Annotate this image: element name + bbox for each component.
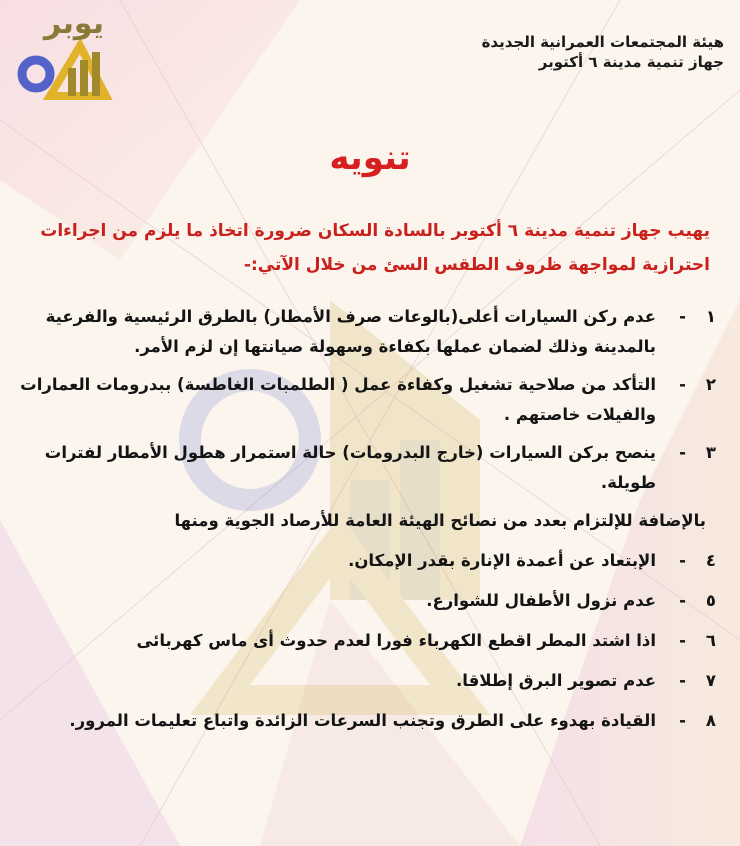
item-text: عدم نزول الأطفال للشوارع. [426, 591, 656, 610]
list-item: ٢ - التأكد من صلاحية تشغيل وكفاءة عمل ( الطلمبات الغاطسة) ببدرومات العمارات والفيلات خاصتهم . [16, 370, 716, 430]
item-text: ينصح بركن السيارات (خارج البدرومات) حالة استمرار هطول الأمطار لفترات طويلة. [44, 443, 656, 492]
list-item: ٧ - عدم تصوير البرق إطلاقا. [16, 666, 716, 696]
item-number: ٦ [705, 631, 716, 650]
item-number: ٣ [705, 443, 716, 462]
org-line-1: هيئة المجتمعات العمرانية الجديدة [481, 33, 724, 51]
list-item: ٤ - الإبتعاد عن أعمدة الإنارة بقدر الإمكان. [16, 546, 716, 576]
page-title: تنويه [329, 138, 411, 178]
item-number: ٨ [705, 711, 716, 730]
instructions-list [16, 302, 716, 744]
item-text: اذا اشتد المطر اقطع الكهرباء فورا لعدم حدوث أى ماس كهربائى [136, 631, 656, 650]
weather-advice-note: بالإضافة للإلتزام بعدد من نصائح الهيئة العامة للأرصاد الجوية ومنها [174, 511, 706, 530]
item-text: القيادة بهدوء على الطرق وتجنب السرعات الزائدة واتباع تعليمات المرور. [69, 711, 656, 730]
list-item: ١ - عدم ركن السيارات أعلى(بالوعات صرف الأمطار) بالطرق الرئيسية والفرعية بالمدينة وذلك لضمان عملها بكفاءة وسهولة صيانتها إن لزم الأمر. [16, 302, 716, 362]
org-line-2: جهاز تنمية مدينة ٦ أكتوبر [538, 53, 724, 71]
item-text: عدم تصوير البرق إطلاقا. [456, 671, 656, 690]
list-item: ٣ - ينصح بركن السيارات (خارج البدرومات) حالة استمرار هطول الأمطار لفترات طويلة. [16, 438, 716, 498]
item-number: ٢ [705, 375, 716, 394]
logo-text: يوبر [44, 6, 104, 41]
organization-header [482, 32, 724, 72]
list-item: ٨ - القيادة بهدوء على الطرق وتجنب السرعات الزائدة واتباع تعليمات المرور. [16, 706, 716, 736]
item-number: ١ [705, 307, 716, 326]
item-text: عدم ركن السيارات أعلى(بالوعات صرف الأمطار) بالطرق الرئيسية والفرعية بالمدينة وذلك لضمان عملها بكفاءة وسهولة صيانتها إن لزم الأمر. [45, 307, 656, 356]
item-number: ٧ [705, 671, 716, 690]
item-text: الإبتعاد عن أعمدة الإنارة بقدر الإمكان. [348, 551, 656, 570]
list-item: ٦ - اذا اشتد المطر اقطع الكهرباء فورا لعدم حدوث أى ماس كهربائى [16, 626, 716, 656]
intro-paragraph: يهيب جهاز تنمية مدينة ٦ أكتوبر بالسادة السكان ضرورة اتخاذ ما يلزم من اجراءات احترازية لمواجهة ظروف الطقس السئ من خلال الآتي:- [40, 221, 710, 275]
item-number: ٤ [705, 551, 716, 570]
list-item: ٥ - عدم نزول الأطفال للشوارع. [16, 586, 716, 616]
item-number: ٥ [705, 591, 716, 610]
item-text: التأكد من صلاحية تشغيل وكفاءة عمل ( الطلمبات الغاطسة) ببدرومات العمارات والفيلات خاصتهم . [20, 375, 656, 424]
logo [8, 6, 118, 116]
